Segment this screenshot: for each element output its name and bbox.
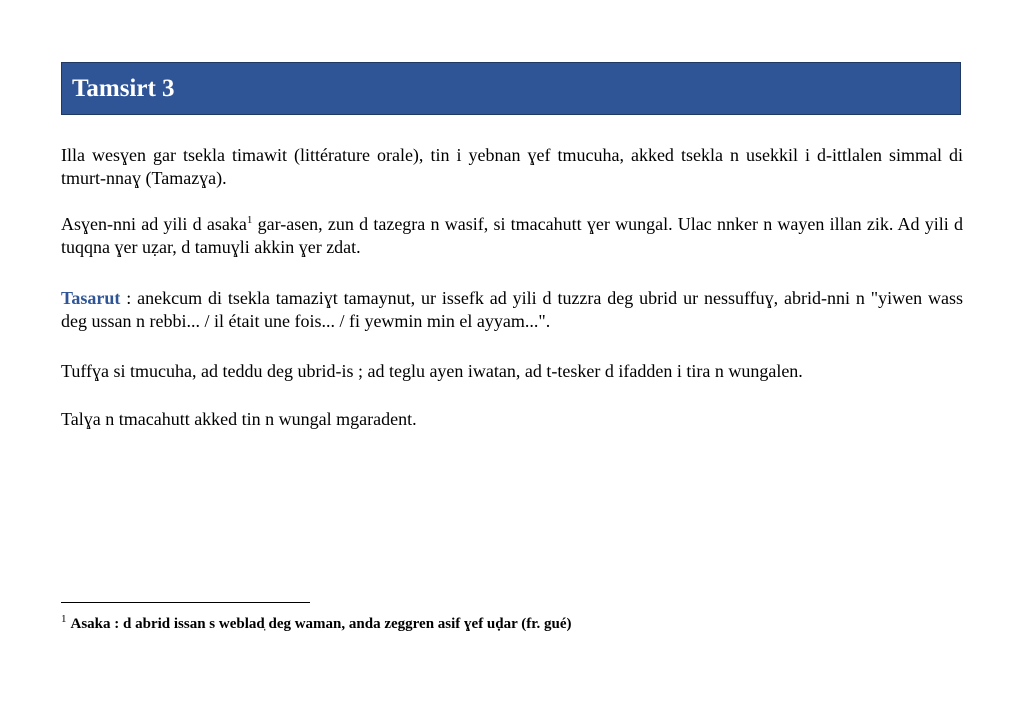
paragraph-tuffga: Tuffɣa si tmucuha, ad teddu deg ubrid-is ; ad teglu ayen iwatan, ad t-tesker d ifadden i tira n wungalen. xyxy=(61,361,803,381)
paragraph-tasarut xyxy=(61,287,963,333)
tasarut-text: : anekcum di tsekla tamaziɣt tamaynut, ur issefk ad yili d tuzzra deg ubrid ur nessuffuɣ, abrid-nni n "yiwen wass deg ussan n rebbi... / il était une fois... / fi yewmin min el ayyam...". xyxy=(61,288,963,331)
page-title: Tamsirt 3 xyxy=(72,75,175,102)
footnote-text: Asaka : d abrid issan s webladֽ deg waman, anda zeggren asif ɣef uḍar (fr. gué) xyxy=(70,616,572,632)
paragraph-talga: Talɣa n tmacahutt akked tin n wungal mgaradent. xyxy=(61,409,417,429)
paragraph-asaka-end: gar-asen, zun d tazegra n wasif, si tmacahutt ɣer wungal. Ulac nnker n wayen illan zik. Ad yili d tuqqna ɣer uẓar, d tamuɣli akkin ɣer zdat. xyxy=(61,214,964,257)
title-bar xyxy=(61,62,961,115)
paragraph-asaka xyxy=(61,213,963,259)
footnote-reference: 1 xyxy=(246,214,253,226)
footnote-divider xyxy=(61,602,310,603)
paragraph-intro: Illa wesɣen gar tsekla timawit (littérature orale), tin i yebnan ɣef tmucuha, akked tsekla n usekkil i d-ittlalen simmal di tmurt-nnaɣ (Tamazɣa). xyxy=(61,145,963,188)
footnote xyxy=(61,614,572,634)
footnote-marker: 1 xyxy=(61,613,67,625)
tasarut-label: Tasarut xyxy=(61,288,121,308)
paragraph-asaka-start: Asɣen-nni ad yili d asaka xyxy=(61,214,247,234)
